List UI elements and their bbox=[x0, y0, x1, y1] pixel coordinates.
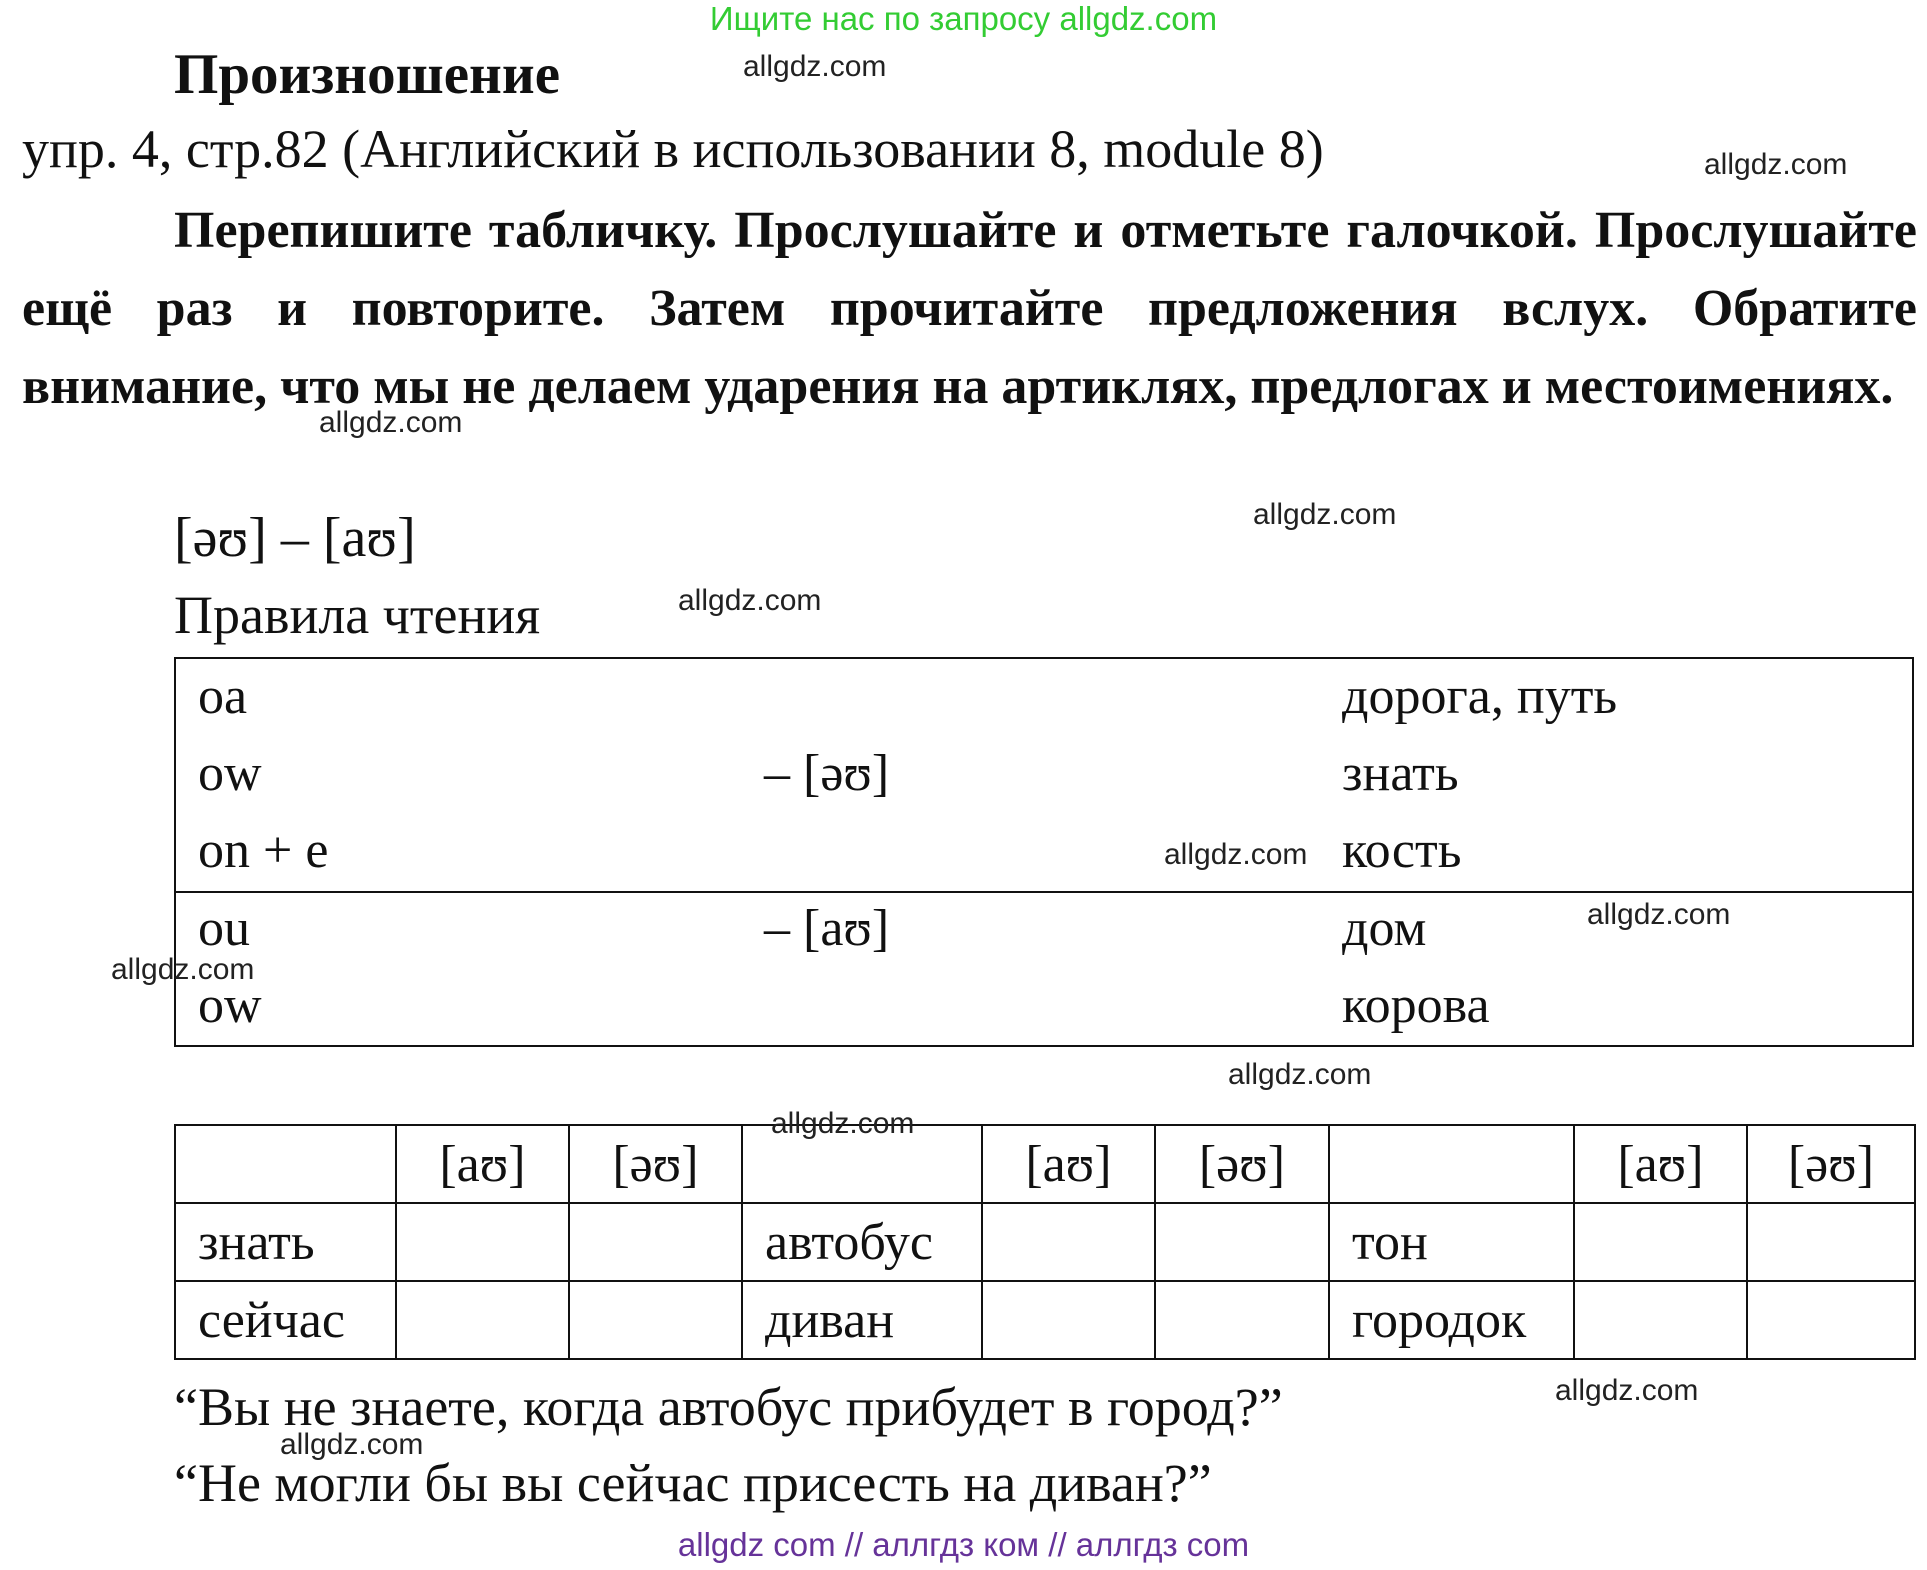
table-cell-word: автобус bbox=[742, 1203, 982, 1281]
sentence: “Не могли бы вы сейчас присесть на диван?” bbox=[174, 1453, 1212, 1513]
table-header-cell bbox=[1329, 1125, 1574, 1203]
table-cell-checkbox[interactable] bbox=[1155, 1281, 1329, 1359]
watermark: allgdz.com bbox=[1587, 898, 1731, 931]
watermark: allgdz.com bbox=[678, 584, 822, 617]
rule-example: кость bbox=[1342, 822, 1462, 879]
table-header-cell: [əʊ] bbox=[1155, 1125, 1329, 1203]
table-header-row bbox=[175, 1125, 1915, 1203]
rule-letters: ow bbox=[198, 977, 262, 1034]
sentence: “Вы не знаете, когда автобус прибудет в город?” bbox=[174, 1377, 1283, 1437]
footer-banner[interactable]: allgdz com // аллгдз ком // аллгдз com bbox=[677, 1526, 1250, 1563]
watermark: allgdz.com bbox=[1228, 1058, 1372, 1091]
table-cell-word: сейчас bbox=[175, 1281, 396, 1359]
table-cell-word: тон bbox=[1329, 1203, 1574, 1281]
rule-sound: – [əʊ] bbox=[764, 745, 890, 802]
rule-example: дорога, путь bbox=[1342, 668, 1618, 725]
watermark: allgdz.com bbox=[1704, 148, 1848, 181]
table-cell-checkbox[interactable] bbox=[982, 1281, 1155, 1359]
watermark: allgdz.com bbox=[1253, 498, 1397, 531]
watermark: allgdz.com bbox=[111, 953, 255, 986]
watermark: allgdz.com bbox=[1555, 1374, 1699, 1407]
instructions bbox=[22, 192, 1917, 426]
instructions-text: Перепишите табличку. Прослушайте и отметьте галочкой. Прослушайте ещё раз и повторите. Затем прочитайте предложения вслух. Обратите внимание, что мы не делаем ударения на артиклях, предлогах и местоимениях. bbox=[22, 202, 1917, 415]
table-header-cell: [aʊ] bbox=[1574, 1125, 1747, 1203]
reading-rules-box bbox=[174, 657, 1914, 1047]
sound-table bbox=[174, 1124, 1916, 1360]
table-cell-checkbox[interactable] bbox=[1747, 1281, 1915, 1359]
table-cell-word: диван bbox=[742, 1281, 982, 1359]
rule-letters: on + e bbox=[198, 822, 329, 879]
table-cell-checkbox[interactable] bbox=[1574, 1281, 1747, 1359]
rules-divider bbox=[176, 891, 1912, 893]
rule-example: знать bbox=[1342, 745, 1459, 802]
table-header-cell: [aʊ] bbox=[396, 1125, 569, 1203]
table-cell-checkbox[interactable] bbox=[569, 1203, 742, 1281]
rule-letters: ow bbox=[198, 745, 262, 802]
watermark: allgdz.com bbox=[280, 1428, 424, 1461]
rule-letters: oa bbox=[198, 668, 248, 725]
rule-letters: ou bbox=[198, 900, 250, 957]
phoneme-pair: [əʊ] – [aʊ] bbox=[174, 507, 416, 569]
table-row bbox=[175, 1203, 1915, 1281]
watermark: allgdz.com bbox=[743, 50, 887, 83]
table-cell-word: городок bbox=[1329, 1281, 1574, 1359]
table-header-cell: [əʊ] bbox=[569, 1125, 742, 1203]
table-cell-checkbox[interactable] bbox=[1747, 1203, 1915, 1281]
rule-sound: – [aʊ] bbox=[764, 900, 890, 957]
table-cell-word: знать bbox=[175, 1203, 396, 1281]
table-cell-checkbox[interactable] bbox=[1574, 1203, 1747, 1281]
rule-example: корова bbox=[1342, 977, 1490, 1034]
table-header-cell: [aʊ] bbox=[982, 1125, 1155, 1203]
top-banner[interactable]: Ищите нас по запросу allgdz.com bbox=[709, 0, 1218, 37]
table-cell-checkbox[interactable] bbox=[1155, 1203, 1329, 1281]
watermark: allgdz.com bbox=[1164, 838, 1308, 871]
page-title: Произношение bbox=[174, 43, 561, 106]
table-row bbox=[175, 1281, 1915, 1359]
exercise-reference: упр. 4, стр.82 (Английский в использовании 8, module 8) bbox=[22, 119, 1324, 179]
rule-example: дом bbox=[1342, 900, 1427, 957]
table-header-cell bbox=[175, 1125, 396, 1203]
table-cell-checkbox[interactable] bbox=[982, 1203, 1155, 1281]
table-cell-checkbox[interactable] bbox=[396, 1281, 569, 1359]
rules-title: Правила чтения bbox=[174, 585, 541, 645]
table-header-cell: [əʊ] bbox=[1747, 1125, 1915, 1203]
table-cell-checkbox[interactable] bbox=[569, 1281, 742, 1359]
watermark: allgdz.com bbox=[771, 1107, 915, 1140]
table-cell-checkbox[interactable] bbox=[396, 1203, 569, 1281]
watermark: allgdz.com bbox=[319, 406, 463, 439]
